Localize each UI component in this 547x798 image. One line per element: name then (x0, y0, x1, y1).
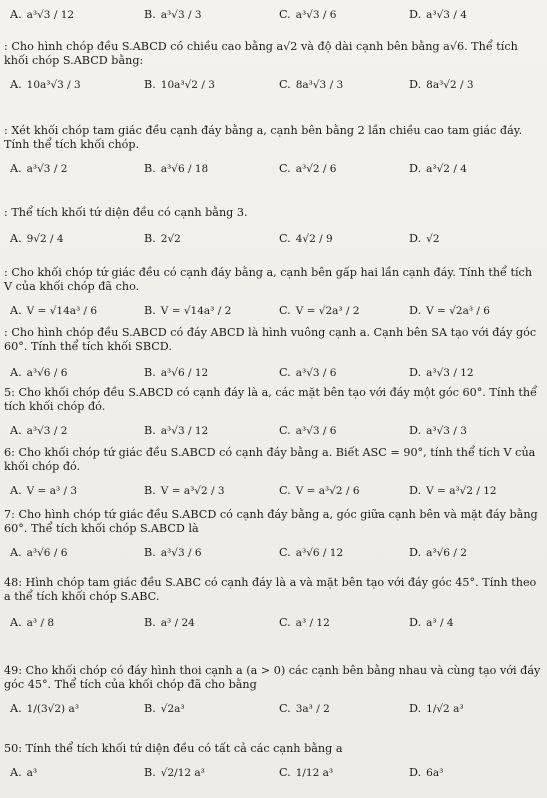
option-text: a³√2 / 4 (426, 163, 467, 175)
option-text: 2√2 (160, 233, 181, 245)
option-a (10, 478, 77, 504)
option-text: a³√3 / 2 (26, 163, 68, 175)
option-letter: C. (279, 8, 291, 21)
question-10 (4, 664, 541, 722)
question-stem: : Cho khối chóp tứ giác đều có cạnh đáy bằng a, cạnh bên gấp hai lần cạnh đáy. Tính thể tích V của khối chóp đã cho. (4, 266, 533, 293)
option-d (409, 72, 474, 98)
option-text: V = √2a³ / 2 (295, 305, 360, 317)
option-letter: C. (279, 424, 291, 437)
option-letter: B. (144, 424, 156, 437)
option-text: V = a³√2 / 6 (295, 485, 360, 497)
question-stem: 7: Cho hình chóp tứ giác đều S.ABCD có cạnh đáy bằng a, góc giữa cạnh bên và mặt đáy bằng 60°. Thể tích khối chóp S.ABCD là (4, 508, 538, 535)
option-text: √2 (426, 233, 440, 245)
option-text: a³ / 12 (295, 617, 330, 629)
options-row (4, 72, 541, 98)
option-text: a³√3 / 6 (295, 367, 337, 379)
option-text: 1/√2 a³ (426, 703, 464, 715)
options-row (4, 226, 541, 252)
option-text: V = √2a³ / 6 (426, 305, 490, 317)
option-text: 1/(3√2) a³ (26, 703, 79, 715)
option-letter: C. (279, 232, 291, 245)
option-d (409, 610, 454, 636)
option-a (10, 2, 74, 28)
option-c (279, 478, 360, 504)
option-letter: C. (279, 546, 291, 559)
option-d (409, 540, 467, 566)
option-letter: A. (10, 366, 22, 379)
option-b (144, 72, 215, 98)
option-letter: C. (279, 616, 291, 629)
question-6 (4, 386, 541, 444)
option-a (10, 360, 67, 386)
option-text: a³√6 / 18 (160, 163, 209, 175)
option-d (409, 298, 490, 324)
question-9 (4, 576, 541, 636)
option-text: 8a³√3 / 3 (295, 79, 344, 91)
option-c (279, 226, 333, 252)
option-text: a³√6 / 6 (26, 367, 68, 379)
option-c (279, 2, 336, 28)
option-letter: C. (279, 484, 291, 497)
question-stem: 49: Cho khối chóp có đáy hình thoi cạnh a (a > 0) các cạnh bên bằng nhau và cùng tạo với đáy góc 45°. Thể tích của khối chóp đã cho bằng (4, 664, 541, 691)
option-text: a³√3 / 12 (160, 425, 209, 437)
option-letter: A. (10, 232, 22, 245)
option-letter: D. (409, 162, 422, 175)
option-text: a³√3 / 2 (26, 425, 68, 437)
option-d (409, 2, 467, 28)
option-text: V = a³√2 / 12 (426, 485, 497, 497)
options-row (4, 696, 541, 722)
option-c (279, 72, 343, 98)
option-text: a³√3 / 3 (426, 425, 467, 437)
question-stem: : Cho hình chóp đều S.ABCD có chiều cao bằng a√2 và độ dài cạnh bên bằng a√6. Thể tích khối chóp S.ABCD bằng: (4, 40, 518, 67)
option-letter: B. (144, 766, 156, 779)
option-b (144, 298, 231, 324)
option-text: 6a³ (426, 767, 444, 779)
option-text: 4√2 / 9 (295, 233, 333, 245)
option-c (279, 540, 343, 566)
option-b (144, 610, 195, 636)
question-11 (4, 742, 541, 786)
option-b (144, 418, 208, 444)
option-letter: D. (409, 766, 422, 779)
option-c (279, 696, 330, 722)
option-text: V = √14a³ / 2 (160, 305, 232, 317)
option-letter: D. (409, 424, 422, 437)
option-letter: A. (10, 484, 22, 497)
option-text: 9√2 / 4 (26, 233, 64, 245)
question-stem: : Xét khối chóp tam giác đều cạnh đáy bằng a, cạnh bên bằng 2 lần chiều cao tam giác đáy. Tính thể tích khối chóp. (4, 124, 523, 151)
option-text: 8a³√2 / 3 (426, 79, 474, 91)
option-b (144, 696, 185, 722)
option-b (144, 2, 202, 28)
option-text: a³√6 / 6 (26, 547, 68, 559)
option-letter: A. (10, 546, 22, 559)
option-text: a³√3 / 6 (160, 547, 202, 559)
option-letter: A. (10, 304, 22, 317)
option-b (144, 478, 225, 504)
option-letter: B. (144, 616, 156, 629)
option-letter: D. (409, 304, 422, 317)
option-text: a³√3 / 12 (426, 367, 474, 379)
options-row (4, 2, 541, 28)
option-d (409, 418, 467, 444)
option-letter: A. (10, 702, 22, 715)
option-text: 1/12 a³ (295, 767, 334, 779)
option-d (409, 156, 467, 182)
option-letter: A. (10, 424, 22, 437)
option-d (409, 226, 440, 252)
option-letter: B. (144, 366, 156, 379)
question-stem: : Thể tích khối tứ diện đều có cạnh bằng 3. (4, 206, 248, 219)
option-letter: D. (409, 484, 422, 497)
option-d (409, 696, 464, 722)
option-c (279, 610, 330, 636)
question-stem: 48: Hình chóp tam giác đều S.ABC có cạnh đáy là a và mặt bên tạo với đáy góc 45°. Tính theo a thể tích khối chóp S.ABC. (4, 576, 537, 603)
option-text: a³√3 / 3 (160, 9, 202, 21)
option-text: a³√3 / 6 (295, 9, 337, 21)
options-row (4, 610, 541, 636)
option-a (10, 540, 67, 566)
option-b (144, 540, 202, 566)
option-letter: D. (409, 702, 422, 715)
option-letter: A. (10, 616, 22, 629)
question-7 (4, 446, 541, 504)
option-text: a³ / 4 (426, 617, 454, 629)
option-letter: B. (144, 304, 156, 317)
option-letter: B. (144, 232, 156, 245)
option-text: a³√6 / 12 (295, 547, 344, 559)
question-stem: : Cho hình chóp đều S.ABCD có đáy ABCD là hình vuông cạnh a. Cạnh bên SA tạo với đáy góc 60°. Tính thể tích khối SBCD. (4, 326, 537, 353)
option-a (10, 298, 97, 324)
question-8 (4, 508, 541, 566)
option-letter: B. (144, 702, 156, 715)
option-letter: C. (279, 366, 291, 379)
option-c (279, 418, 336, 444)
option-letter: C. (279, 304, 291, 317)
option-letter: D. (409, 546, 422, 559)
option-a (10, 72, 81, 98)
option-text: √2/12 a³ (160, 767, 205, 779)
option-letter: B. (144, 78, 156, 91)
options-row (4, 360, 541, 386)
option-text: a³ / 24 (160, 617, 195, 629)
option-letter: B. (144, 484, 156, 497)
option-letter: A. (10, 162, 22, 175)
option-d (409, 760, 443, 786)
option-letter: C. (279, 78, 291, 91)
option-text: a³ / 8 (26, 617, 55, 629)
options-row (4, 156, 541, 182)
question-stem: 6: Cho khối chóp tứ giác đều S.ABCD có cạnh đáy bằng a. Biết ASC = 90°, tính thể tích V của khối chóp đó. (4, 446, 536, 473)
option-text: V = a³ / 3 (26, 485, 78, 497)
options-row (4, 540, 541, 566)
question-1 (4, 40, 541, 98)
option-letter: C. (279, 162, 291, 175)
question-5 (4, 326, 541, 386)
option-letter: B. (144, 546, 156, 559)
options-row (4, 298, 541, 324)
question-stem: 5: Cho khối chóp đều S.ABCD có cạnh đáy là a, các mặt bên tạo với đáy một góc 60°. Tính thể tích khối chóp đó. (4, 386, 537, 413)
option-text: 10a³√3 / 3 (26, 79, 81, 91)
question-stem: 50: Tính thể tích khối tứ diện đều có tất cả các cạnh bằng a (4, 742, 343, 755)
option-c (279, 360, 336, 386)
option-d (409, 478, 497, 504)
option-text: √2a³ (160, 703, 185, 715)
question-2 (4, 124, 541, 182)
option-letter: C. (279, 702, 291, 715)
question-top (4, 2, 541, 28)
option-text: V = √14a³ / 6 (26, 305, 98, 317)
option-letter: A. (10, 8, 22, 21)
options-row (4, 418, 541, 444)
option-text: a³√2 / 6 (295, 163, 337, 175)
option-letter: B. (144, 8, 156, 21)
option-text: 3a³ / 2 (295, 703, 330, 715)
option-letter: B. (144, 162, 156, 175)
option-text: 10a³√2 / 3 (160, 79, 215, 91)
option-text: a³√3 / 12 (26, 9, 75, 21)
option-a (10, 696, 79, 722)
question-4 (4, 266, 541, 324)
option-letter: D. (409, 8, 422, 21)
option-a (10, 610, 54, 636)
option-b (144, 760, 205, 786)
option-text: a³√6 / 2 (426, 547, 467, 559)
option-text: V = a³√2 / 3 (160, 485, 225, 497)
option-text: a³√3 / 6 (295, 425, 337, 437)
option-letter: A. (10, 78, 22, 91)
option-b (144, 226, 181, 252)
option-letter: A. (10, 766, 22, 779)
option-b (144, 156, 208, 182)
option-letter: D. (409, 78, 422, 91)
options-row (4, 478, 541, 504)
option-letter: D. (409, 232, 422, 245)
option-a (10, 156, 67, 182)
question-3 (4, 206, 541, 252)
option-c (279, 156, 336, 182)
option-text: a³ (26, 767, 38, 779)
options-row (4, 760, 541, 786)
option-text: a³√3 / 4 (426, 9, 467, 21)
option-letter: D. (409, 366, 422, 379)
option-a (10, 226, 64, 252)
option-text: a³√6 / 12 (160, 367, 209, 379)
option-c (279, 760, 333, 786)
option-c (279, 298, 360, 324)
option-a (10, 760, 37, 786)
option-letter: C. (279, 766, 291, 779)
option-a (10, 418, 67, 444)
option-b (144, 360, 208, 386)
option-letter: D. (409, 616, 422, 629)
option-d (409, 360, 474, 386)
